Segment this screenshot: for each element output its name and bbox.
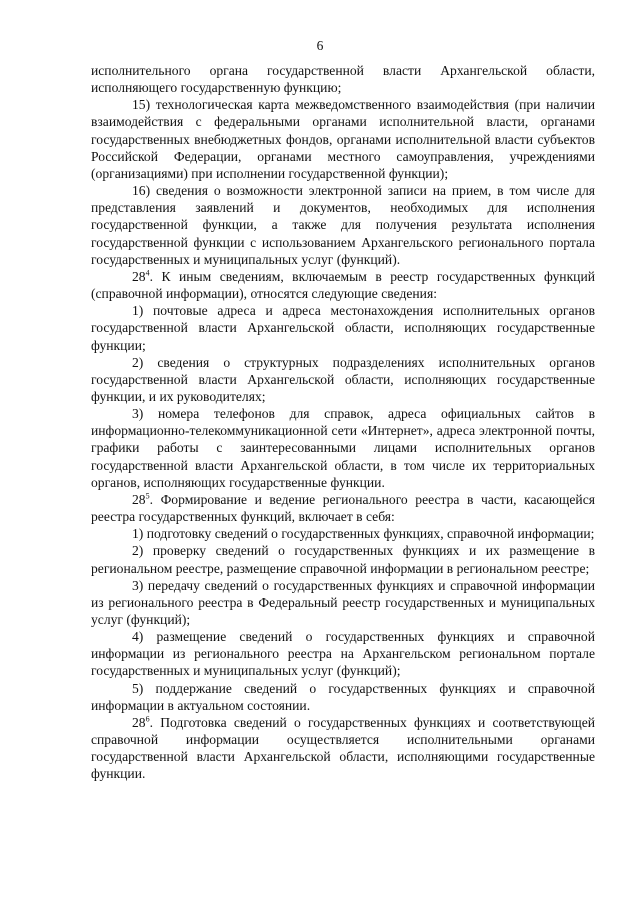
clause-number: 28: [132, 268, 146, 284]
clause-text: . К иным сведениям, включаемым в реестр государственных функций (справочной информации), относятся следующие сведения:: [91, 268, 595, 302]
clause-number: 28: [132, 491, 146, 507]
list-item-1: 1) почтовые адреса и адреса местонахождения исполнительных органов государственной власти Архангельской области, исполняющих государственные функции;: [91, 303, 595, 353]
list-item-2: 2) сведения о структурных подразделениях исполнительных органов государственной власти Архангельской области, исполняющих государственные функции, и их руководителях;: [91, 354, 595, 404]
list-item-1: 1) подготовку сведений о государственных функциях, справочной информации;: [132, 526, 595, 542]
list-item-2: 2) проверку сведений о государственных функциях и их размещение в региональном реестре, размещение справочной информации в региональном реестре;: [91, 543, 595, 576]
clause-number: 28: [132, 714, 146, 730]
clause-text: . Подготовка сведений о государственных функциях и соответствующей справочной информации осуществляется исполнительными органами государственной власти Архангельской области, исполняющими государственные функции.: [91, 714, 595, 782]
clause-text: . Формирование и ведение регионального реестра в части, касающейся реестра государственных функций, включает в себя:: [91, 491, 595, 525]
clause-28-6: [91, 714, 595, 783]
list-item-4: 4) размещение сведений о государственных функциях и справочной информации из регионального реестра на Архангельском региональном портале государственных и муниципальных услуг (функций);: [91, 629, 595, 679]
clause-superscript: 5: [145, 491, 150, 501]
clause-28-5: [91, 491, 595, 525]
list-item-3: 3) передачу сведений о государственных функциях и справочной информации из регионального реестра в Федеральный реестр государственных и муниципальных услуг (функций);: [91, 577, 595, 627]
clause-superscript: 4: [145, 268, 150, 278]
page-number: 6: [316, 38, 324, 53]
list-item-5: 5) поддержание сведений о государственных функциях и справочной информации в актуальном состоянии.: [91, 680, 595, 713]
list-item-16: 16) сведения о возможности электронной записи на прием, в том числе для представления заявлений и документов, необходимых для исполнения государственной функции, а также для получения результата исполнения государственной функции с использованием Архангельского регионального портала государственных и муниципальных услуг (функций).: [91, 183, 595, 267]
clause-superscript: 6: [145, 714, 150, 724]
list-item-3: 3) номера телефонов для справок, адреса официальных сайтов в информационно-телекоммуникационной сети «Интернет», адреса электронной почты, графики работы с заинтересованными лицами исполнительных органов государственной власти Архангельской области, в том числе их территориальных органов, исполняющих государственные функции.: [91, 406, 595, 490]
clause-28-4: [91, 268, 595, 302]
list-item-15: 15) технологическая карта межведомственного взаимодействия (при наличии взаимодействия с федеральными органами исполнительной власти, органами государственных внебюджетных фондов, органами исполнительной власти субъектов Российской Федерации, органами местного самоуправления, учреждениями (организациями) при исполнении государственной функции);: [91, 97, 595, 181]
paragraph-continuation: исполнительного органа государственной власти Архангельской области, исполняющего государственную функцию;: [91, 63, 595, 96]
document-body: [91, 62, 595, 783]
